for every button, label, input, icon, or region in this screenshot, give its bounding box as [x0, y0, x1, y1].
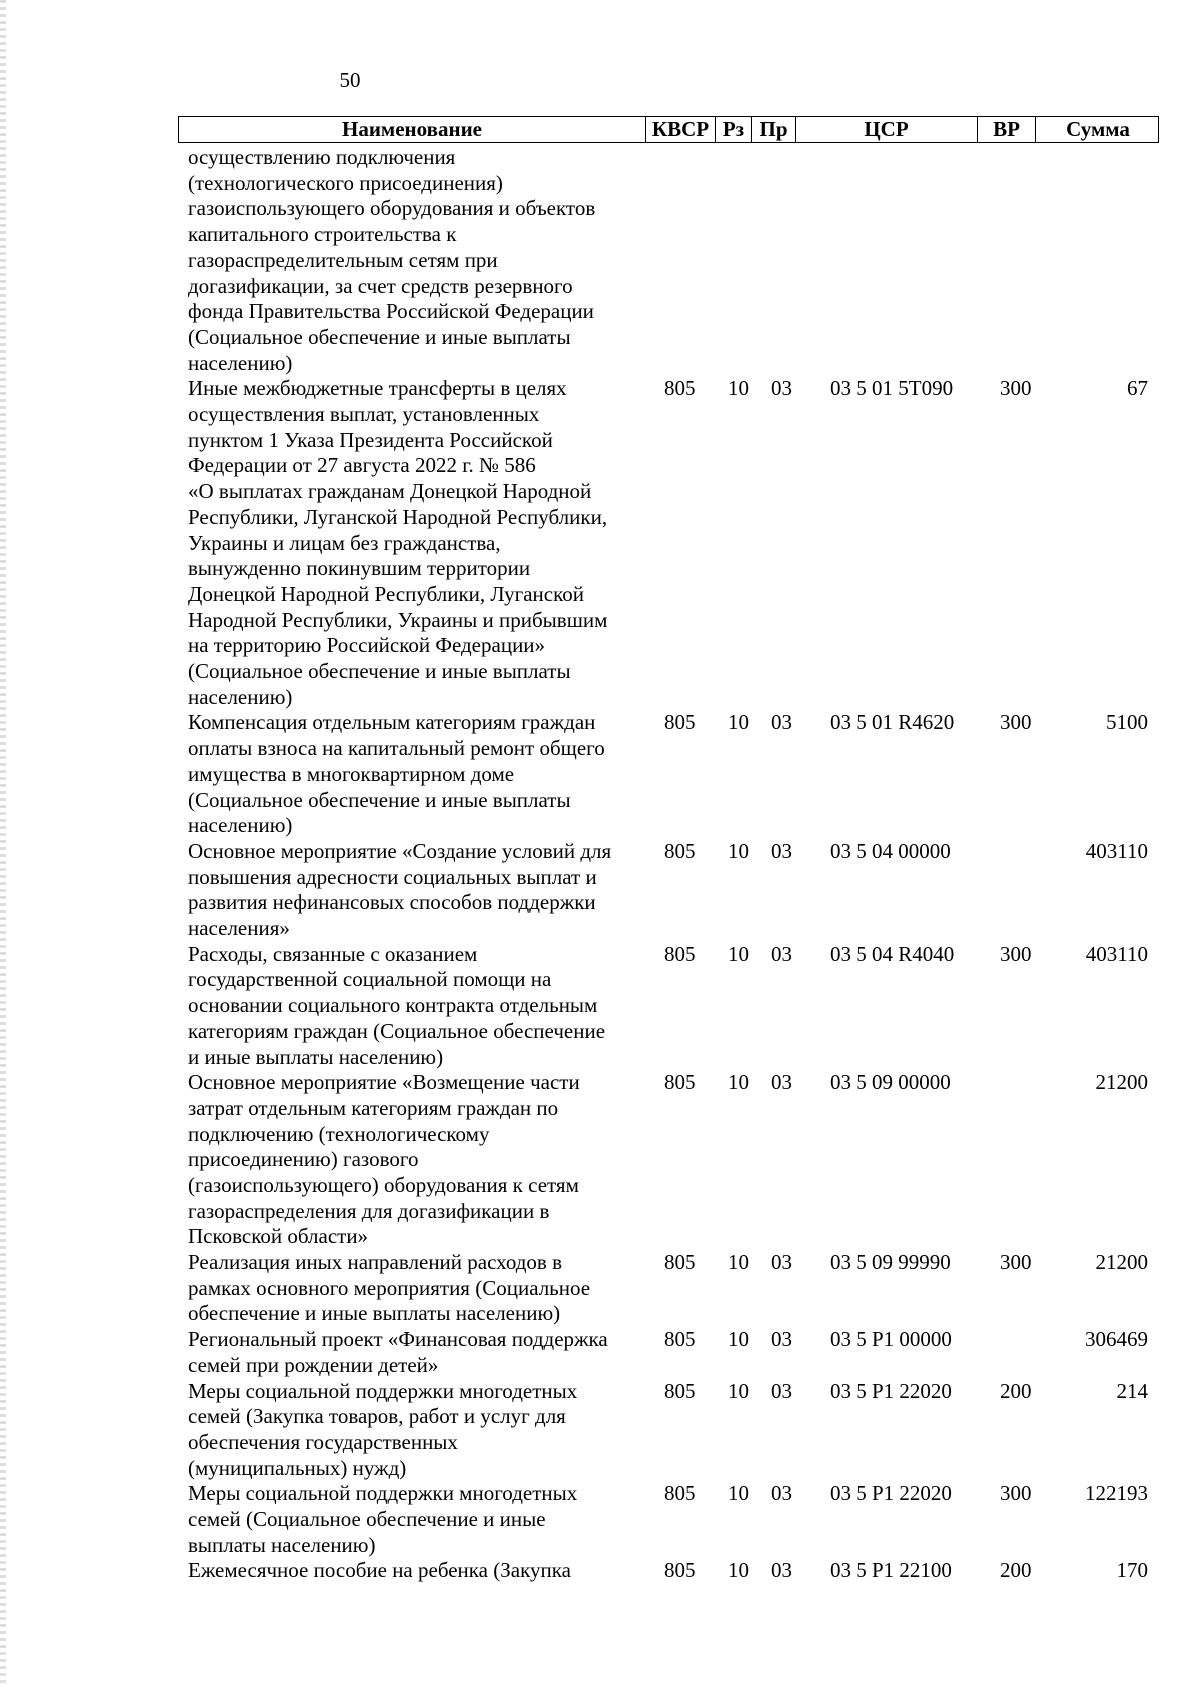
row-name-line: Компенсация отдельным категориям граждан	[188, 710, 596, 735]
row-name	[188, 1379, 648, 1482]
row-name-line: вынужденно покинувшим территории	[188, 556, 531, 581]
row-name-line: выплаты населению)	[188, 1532, 376, 1557]
row-csr: 03 5 Р1 22020	[830, 1481, 952, 1506]
row-name-line: основании социального контракта отдельным	[188, 993, 598, 1018]
row-name-line: Иные межбюджетные трансферты в целях	[188, 376, 567, 401]
row-name-line: (муниципальных) нужд)	[188, 1455, 407, 1480]
row-name-line: населения»	[188, 916, 290, 940]
row-name	[188, 145, 648, 376]
row-name-line: обеспечение и иные выплаты населению)	[188, 1301, 561, 1326]
row-vr: 300	[1000, 1481, 1032, 1506]
row-kvsr: 805	[664, 1070, 696, 1095]
row-name-line: Народной Республики, Украины и прибывшим	[188, 607, 608, 632]
row-name-line: осуществления выплат, установленных	[188, 402, 540, 426]
row-name	[188, 1558, 648, 1584]
table-row	[0, 1250, 1200, 1327]
row-name-line: (Социальное обеспечение и иные выплаты	[188, 659, 571, 684]
page-number-text: 50	[339, 68, 361, 92]
row-rz: 10	[728, 376, 749, 401]
header-rz: Рз	[715, 117, 751, 142]
table-row	[0, 1327, 1200, 1378]
row-sum: 21200	[1095, 1250, 1148, 1275]
row-name-line: догазификации, за счет средств резервного	[188, 273, 573, 298]
row-name-line: фонда Правительства Российской Федерации	[188, 299, 594, 324]
row-csr: 03 5 09 00000	[830, 1070, 951, 1095]
row-kvsr: 805	[664, 838, 696, 863]
row-name-line: пунктом 1 Указа Президента Российской	[188, 427, 553, 452]
row-name-line: семей (Закупка товаров, работ и услуг для	[188, 1404, 566, 1429]
header-pr: Пр	[751, 117, 795, 142]
row-name-line: категориям граждан (Социальное обеспечение	[188, 1018, 606, 1043]
table-row	[0, 1379, 1200, 1482]
table-row	[0, 942, 1200, 1071]
row-csr: 03 5 Р1 00000	[830, 1327, 952, 1352]
row-kvsr: 805	[664, 1327, 696, 1352]
row-name	[188, 839, 648, 942]
row-name-line: газораспределительным сетям при	[188, 247, 498, 272]
row-name-line: оплаты взноса на капитальный ремонт общего	[188, 736, 605, 761]
row-name-line: затрат отдельным категориям граждан по	[188, 1095, 559, 1120]
row-sum: 214	[1116, 1378, 1148, 1403]
row-vr: 300	[1000, 376, 1032, 401]
row-name-line: государственной социальной помощи на	[188, 967, 552, 992]
row-pr: 03	[771, 941, 792, 966]
row-csr: 03 5 Р1 22020	[830, 1378, 952, 1403]
row-csr: 03 5 04 R4040	[830, 941, 955, 966]
row-name-line: развития нефинансовых способов поддержки	[188, 890, 596, 915]
row-name-line: имущества в многоквартирном доме	[188, 761, 515, 786]
table-row	[0, 1481, 1200, 1558]
row-pr: 03	[771, 1378, 792, 1403]
row-rz: 10	[728, 1378, 749, 1403]
row-sum: 306469	[1085, 1327, 1148, 1352]
row-name	[188, 1327, 648, 1378]
row-name-line: обеспечения государственных	[188, 1429, 458, 1454]
row-name	[188, 710, 648, 839]
row-rz: 10	[728, 1558, 749, 1583]
table-row	[0, 145, 1200, 376]
row-kvsr: 805	[664, 1378, 696, 1403]
row-csr: 03 5 09 99990	[830, 1250, 951, 1275]
row-sum: 21200	[1095, 1070, 1148, 1095]
table-row	[0, 1070, 1200, 1250]
header-sum: Сумма	[1035, 117, 1160, 142]
table-row	[0, 1558, 1200, 1584]
row-name-line: населению)	[188, 350, 293, 375]
row-sum: 403110	[1085, 838, 1148, 863]
row-name-line: Республики, Луганской Народной Республики,	[188, 504, 608, 529]
row-csr: 03 5 Р1 22100	[830, 1558, 952, 1583]
row-sum: 122193	[1085, 1481, 1148, 1506]
row-rz: 10	[728, 1070, 749, 1095]
row-name	[188, 1481, 648, 1558]
row-csr: 03 5 01 5Т090	[830, 376, 954, 401]
row-vr: 300	[1000, 941, 1032, 966]
row-name	[188, 942, 648, 1071]
row-name-line: Ежемесячное пособие на ребенка (Закупка	[188, 1558, 571, 1583]
row-name-line: «О выплатах гражданам Донецкой Народной	[188, 479, 592, 504]
row-name-line: Федерации от 27 августа 2022 г. № 586	[188, 453, 536, 478]
row-name-line: присоединению) газового	[188, 1147, 419, 1172]
row-rz: 10	[728, 1481, 749, 1506]
row-rz: 10	[728, 838, 749, 863]
row-vr: 300	[1000, 1250, 1032, 1275]
row-name	[188, 376, 648, 710]
row-rz: 10	[728, 710, 749, 735]
row-name-line: (Социальное обеспечение и иные выплаты	[188, 787, 571, 812]
row-rz: 10	[728, 941, 749, 966]
header-vr: ВР	[977, 117, 1035, 142]
row-sum: 5100	[1106, 710, 1148, 735]
row-name-line: (газоиспользующего) оборудования к сетям	[188, 1173, 579, 1197]
row-name-line: газораспределения для догазификации в	[188, 1198, 550, 1223]
row-pr: 03	[771, 1327, 792, 1352]
row-vr: 200	[1000, 1558, 1032, 1583]
row-sum: 170	[1116, 1558, 1148, 1583]
page-number	[0, 68, 1200, 93]
row-name-line: рамках основного мероприятия (Социальное	[188, 1275, 591, 1300]
row-kvsr: 805	[664, 376, 696, 401]
row-name-line: повышения адресности социальных выплат и	[188, 864, 597, 889]
row-sum: 67	[1127, 376, 1148, 401]
row-name-line: Украины и лицам без гражданства,	[188, 530, 501, 555]
row-name-line: Расходы, связанные с оказанием	[188, 941, 478, 966]
row-name-line: осуществлению подключения	[188, 145, 456, 169]
row-name-line: Региональный проект «Финансовая поддержка	[188, 1327, 608, 1352]
row-kvsr: 805	[664, 941, 696, 966]
row-csr: 03 5 01 R4620	[830, 710, 955, 735]
row-name-line: Донецкой Народной Республики, Луганской	[188, 581, 584, 606]
row-name	[188, 1250, 648, 1327]
row-name-line: Основное мероприятие «Создание условий для	[188, 838, 612, 863]
row-name-line: Основное мероприятие «Возмещение части	[188, 1070, 580, 1095]
row-pr: 03	[771, 710, 792, 735]
row-rz: 10	[728, 1250, 749, 1275]
row-name-line: капитального строительства к	[188, 222, 457, 247]
row-name-line: и иные выплаты населению)	[188, 1044, 444, 1069]
row-vr: 200	[1000, 1378, 1032, 1403]
table-row	[0, 710, 1200, 839]
row-name-line: Реализация иных направлений расходов в	[188, 1250, 563, 1275]
header-csr: ЦСР	[795, 117, 977, 142]
row-pr: 03	[771, 1481, 792, 1506]
row-csr: 03 5 04 00000	[830, 838, 951, 863]
row-pr: 03	[771, 1070, 792, 1095]
row-kvsr: 805	[664, 710, 696, 735]
row-kvsr: 805	[664, 1558, 696, 1583]
header-kvsr: КВСР	[645, 117, 715, 142]
table-row	[0, 839, 1200, 942]
row-sum: 403110	[1085, 941, 1148, 966]
row-name-line: (Социальное обеспечение и иные выплаты	[188, 324, 571, 349]
row-name-line: Псковской области»	[188, 1224, 369, 1249]
row-pr: 03	[771, 1558, 792, 1583]
row-pr: 03	[771, 376, 792, 401]
row-name-line: газоиспользующего оборудования и объектов	[188, 196, 596, 221]
row-name-line: населению)	[188, 813, 293, 838]
row-name-line: семей (Социальное обеспечение и иные	[188, 1507, 546, 1532]
row-name-line: (технологического присоединения)	[188, 170, 503, 195]
row-name-line: семей при рождении детей»	[188, 1352, 439, 1377]
row-kvsr: 805	[664, 1481, 696, 1506]
row-pr: 03	[771, 838, 792, 863]
header-name: Наименование	[342, 117, 482, 141]
row-name	[188, 1070, 648, 1250]
table-row	[0, 376, 1200, 710]
row-kvsr: 805	[664, 1250, 696, 1275]
row-name-line: Меры социальной поддержки многодетных	[188, 1378, 578, 1403]
row-vr: 300	[1000, 710, 1032, 735]
row-name-line: на территорию Российской Федерации»	[188, 633, 546, 658]
row-name-line: подключению (технологическому	[188, 1121, 490, 1146]
row-pr: 03	[771, 1250, 792, 1275]
table-body	[0, 145, 1200, 1584]
row-name-line: Меры социальной поддержки многодетных	[188, 1481, 578, 1506]
row-rz: 10	[728, 1327, 749, 1352]
table-header	[178, 116, 1159, 143]
row-name-line: населению)	[188, 684, 293, 709]
